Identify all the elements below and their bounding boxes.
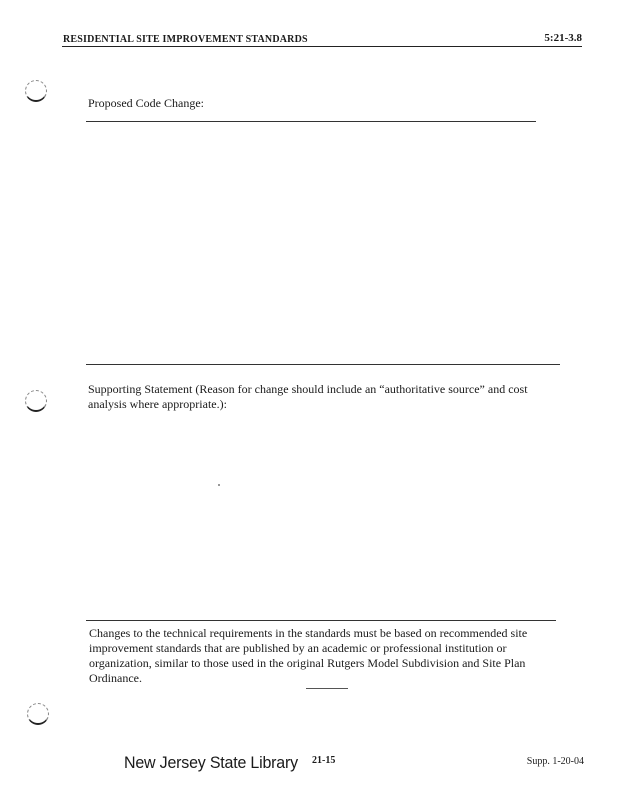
scan-speck: [218, 484, 220, 486]
library-watermark: New Jersey State Library: [124, 754, 298, 773]
punch-hole-icon: [25, 390, 47, 412]
proposed-code-change-label: Proposed Code Change:: [88, 96, 204, 110]
note-divider: [86, 620, 556, 621]
header-rule: [62, 46, 582, 47]
supporting-statement-label: Supporting Statement (Reason for change should include an “authoritative source” and cost analysis where appropriate.):: [88, 382, 528, 411]
proposed-change-rule: [86, 121, 536, 122]
page-number: 21-15: [312, 755, 336, 766]
short-end-rule: [306, 688, 348, 689]
punch-hole-icon: [27, 703, 49, 725]
punch-hole-icon: [25, 80, 47, 102]
technical-requirements-note: Changes to the technical requirements in the standards must be based on recommended site improvement standards that are published by an academic or professional institution or organization, similar to those used in the original Rutgers Model Subdivision and Site Plan Ordinance.: [89, 626, 528, 685]
supplement-date: Supp. 1-20-04: [526, 756, 584, 767]
section-number: 5:21-3.8: [544, 32, 582, 44]
running-head: RESIDENTIAL SITE IMPROVEMENT STANDARDS: [63, 34, 308, 45]
supporting-statement-rule: [86, 364, 560, 365]
